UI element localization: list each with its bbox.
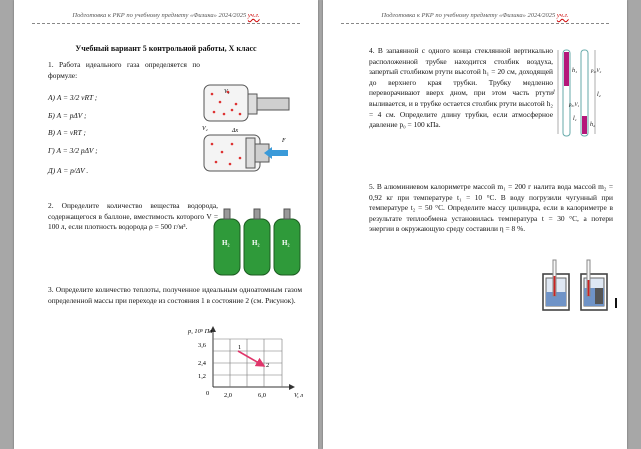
- q1-option-d: Г) A = 3/2 pΔV ;: [48, 146, 98, 155]
- x-tick-6-0: 6,0: [258, 392, 266, 399]
- h1-label: h₁: [572, 68, 578, 74]
- page-left: [14, 0, 318, 449]
- h2-label: h₂: [590, 122, 596, 128]
- dx-label: Δx: [232, 128, 239, 134]
- calorimeter-figure: [541, 258, 621, 316]
- cylinder-valve: [224, 209, 230, 219]
- cylinder-valve: [254, 209, 260, 219]
- cylinder-label: H₂: [222, 239, 230, 247]
- cylinder-valve: [284, 209, 290, 219]
- cylinder-label: H₂: [252, 239, 260, 247]
- q3-text: 3. Определите количество теплоты, полученное идеальным одноатомным газом определенной массы при переходе из состояния 1 в состояние 2 (см. Рисунок).: [48, 285, 302, 305]
- force-label: F: [282, 138, 286, 144]
- x-axis-label: V, л: [294, 392, 304, 399]
- state-2-label: 2: [266, 362, 270, 369]
- x-tick-2-0: 2,0: [224, 392, 232, 399]
- tube-figure: [555, 46, 611, 142]
- p0v1-label: p₀,V₁: [569, 103, 580, 108]
- q5-text: 5. В алюминиевом калориметре массой m₁ = 200 г налита вода массой m₂ = 0,92 кг при температуре t₁ = 10 °С. В воду погрузили чугунный при температуре t₂ = 50 °С. Определите массу цилиндра, если в калориметре в результате теплообмена установилась температура t = 30 °С, а потери энергии в окружающую среду составили η = 8 %.: [369, 182, 613, 234]
- cylinder-label: H₂: [282, 239, 290, 247]
- pv-graph: [176, 325, 304, 405]
- hydrogen-cylinder: [274, 219, 300, 275]
- q2-text: 2. Определите количество вещества водорода, содержащегося в баллоне, вместимость которого V = 100 л, если плотность водорода ρ = 500 г/м³.: [48, 201, 218, 232]
- p2v2-label: p₂,V₂: [591, 69, 602, 74]
- y-tick-2-4: 2,4: [198, 360, 206, 367]
- y-tick-3-6: 3,6: [198, 342, 206, 349]
- origin-label: 0: [206, 390, 210, 397]
- state-1-label: 1: [238, 344, 242, 351]
- q1-option-a: А) A = 3/2 νRT ;: [48, 93, 98, 102]
- header-divider: [32, 23, 300, 24]
- l2-label: l₂: [597, 92, 601, 98]
- page-header: Подготовка к РКР по учебному предмету «Физика» 2024/2025 уч.г.: [72, 12, 260, 19]
- hydrogen-cylinder: [214, 219, 240, 275]
- page-header-right: Подготовка к РКР по учебному предмету «Физика» 2024/2025 уч.г.: [381, 12, 569, 19]
- q1-option-c: В) A = νRT ;: [48, 128, 86, 137]
- hydrogen-cylinder: [244, 219, 270, 275]
- page-right: [323, 0, 627, 449]
- q1-option-e: Д) A = p/ΔV .: [48, 166, 89, 175]
- v2-label: V₂: [202, 126, 208, 132]
- page-title: Учебный вариант 5 контрольной работы, X класс: [75, 44, 257, 53]
- y-axis-label: p, 10⁵ Па: [188, 328, 213, 335]
- header-divider-right: [341, 23, 609, 24]
- l-label: l: [553, 90, 555, 96]
- q1-option-b: Б) A = pΔV ;: [48, 111, 87, 120]
- q1-text: 1. Работа идеального газа определяется по формуле:: [48, 60, 200, 80]
- y-tick-1-2: 1,2: [198, 373, 206, 380]
- v1-label: V₁: [224, 89, 230, 95]
- hydrogen-cylinders-figure: [212, 205, 304, 277]
- q4-text: 4. В запаянной с одного конца стеклянной вертикально расположенной трубке находится столбик воздуха, запертый столбиком ртути высотой h₁ = 20 см, доходящей до верхнего края трубки. Трубку медленно переворачивают вверх дном, при этом часть ртути выливается, и в трубке остается столбик ртути высотой h₂ = 4 см. Определите длину трубки, если атмосферное давление p₀ = 100 кПа.: [369, 46, 553, 130]
- l1-label: l₁: [573, 116, 577, 122]
- piston-figure: [202, 82, 302, 182]
